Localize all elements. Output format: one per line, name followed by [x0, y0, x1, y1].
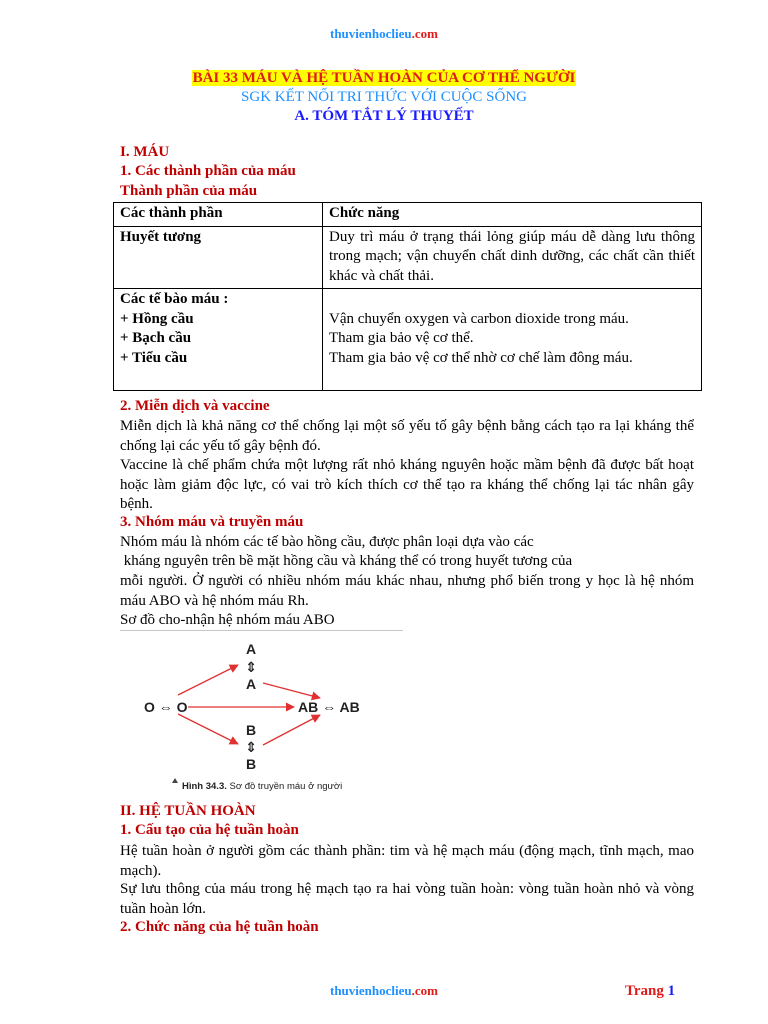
lesson-title: BÀI 33 MÁU VÀ HỆ TUẦN HOÀN CỦA CƠ THỂ NGƯỜI — [192, 70, 576, 86]
site-header: thuvienhoclieu.com — [330, 26, 438, 41]
paragraph-circulation-loops: Sự lưu thông của máu trong hệ mạch tạo ra hai vòng tuần hoàn: vòng tuần hoàn nhỏ và vòng tuần hoàn lớn. — [120, 881, 694, 917]
arrow-o-to-b — [178, 714, 238, 744]
section-blood-heading: I. MÁU — [120, 144, 170, 160]
diagram-intro: Sơ đồ cho-nhận hệ nhóm máu ABO — [120, 612, 335, 628]
site-footer: thuvienhoclieu.com — [330, 983, 438, 998]
paragraph-blood-groups-line1: Nhóm máu là nhóm các tế bào hồng cầu, được phân loại dựa vào các — [120, 534, 534, 550]
table-header-cell: Các thành phần — [114, 203, 323, 227]
abo-transfusion-diagram — [120, 638, 420, 798]
subheading-blood-components-table: Thành phần của máu — [120, 183, 258, 199]
arrow-o-to-a — [178, 665, 238, 695]
table-row — [114, 289, 702, 391]
paragraph-blood-groups-line2: kháng nguyên trên bề mặt hồng cầu và kháng thể có trong huyết tương của — [120, 553, 573, 569]
paragraph-circulatory-components: Hệ tuần hoàn ở người gồm các thành phần: tim và hệ mạch máu (động mạch, tĩnh mạch, mao mạch). — [120, 843, 694, 879]
paragraph-immunity: Miễn dịch là khả năng cơ thể chống lại một số yếu tố gây bệnh bằng cách tạo ra lại kháng thể chống lại các yếu tố gây bệnh đó. — [120, 418, 694, 454]
label-a-bottom: A — [245, 676, 257, 692]
updown-arrow-icon: ⇕ — [245, 659, 257, 675]
textbook-title: SGK KẾT NỐI TRI THỨC VỚI CUỘC SỐNG — [241, 89, 527, 105]
table-header-cell: Chức năng — [323, 203, 702, 227]
table-cell: Huyết tương — [114, 226, 323, 289]
subheading-blood-groups: 3. Nhóm máu và truyền máu — [120, 514, 304, 530]
label-o-o: O ⇔ O — [144, 699, 188, 715]
arrow-b-to-ab — [263, 715, 320, 745]
subheading-immunity: 2. Miễn dịch và vaccine — [120, 398, 270, 414]
subheading-circulatory-structure: 1. Cấu tạo của hệ tuần hoàn — [120, 822, 299, 838]
label-a-top: A — [245, 641, 257, 657]
table-cell: Vận chuyển oxygen và carbon dioxide trong máu. Tham gia bảo vệ cơ thể. Tham gia bảo vệ cơ thể nhờ cơ chế làm đông máu. — [323, 289, 702, 391]
caption-triangle-icon — [172, 778, 178, 783]
figure-caption: Hình 34.3. Sơ đồ truyền máu ở người — [182, 781, 343, 792]
subheading-circulatory-function: 2. Chức năng của hệ tuần hoàn — [120, 919, 319, 935]
paragraph-blood-groups-line3: mỗi người. Ở người có nhiều nhóm máu khác nhau, nhưng phổ biến trong y học là hệ nhóm máu ABO và hệ nhóm máu Rh. — [120, 573, 694, 609]
section-circulatory-heading: II. HỆ TUẦN HOÀN — [120, 803, 256, 819]
subheading-blood-components: 1. Các thành phần của máu — [120, 163, 296, 179]
label-b-top: B — [245, 722, 257, 738]
section-a-title: A. TÓM TẮT LÝ THUYẾT — [294, 108, 474, 124]
table-header-row — [114, 203, 702, 227]
arrow-a-to-ab — [263, 683, 320, 698]
blood-components-table — [113, 202, 702, 391]
table-cell: Duy trì máu ở trạng thái lỏng giúp máu dễ dàng lưu thông trong mạch; vận chuyển chất dinh dưỡng, các chất cần thiết khác và chất thải. — [323, 226, 702, 289]
updown-arrow-icon: ⇕ — [245, 739, 257, 755]
page-number: Trang 1 — [625, 983, 676, 999]
table-cell: Các tế bào máu : + Hồng cầu + Bạch cầu + Tiểu cầu — [114, 289, 323, 391]
paragraph-vaccine: Vaccine là chế phẩm chứa một lượng rất nhỏ kháng nguyên hoặc mầm bệnh đã được bất hoạt hoặc làm giảm độc lực, có vai trò kích thích cơ thể tạo ra kháng thể chống lại tác nhân gây bệnh. — [120, 457, 694, 512]
label-ab-ab: AB ⇔ AB — [298, 699, 360, 715]
label-b-bottom: B — [245, 756, 257, 772]
table-row — [114, 226, 702, 289]
divider — [120, 630, 403, 631]
